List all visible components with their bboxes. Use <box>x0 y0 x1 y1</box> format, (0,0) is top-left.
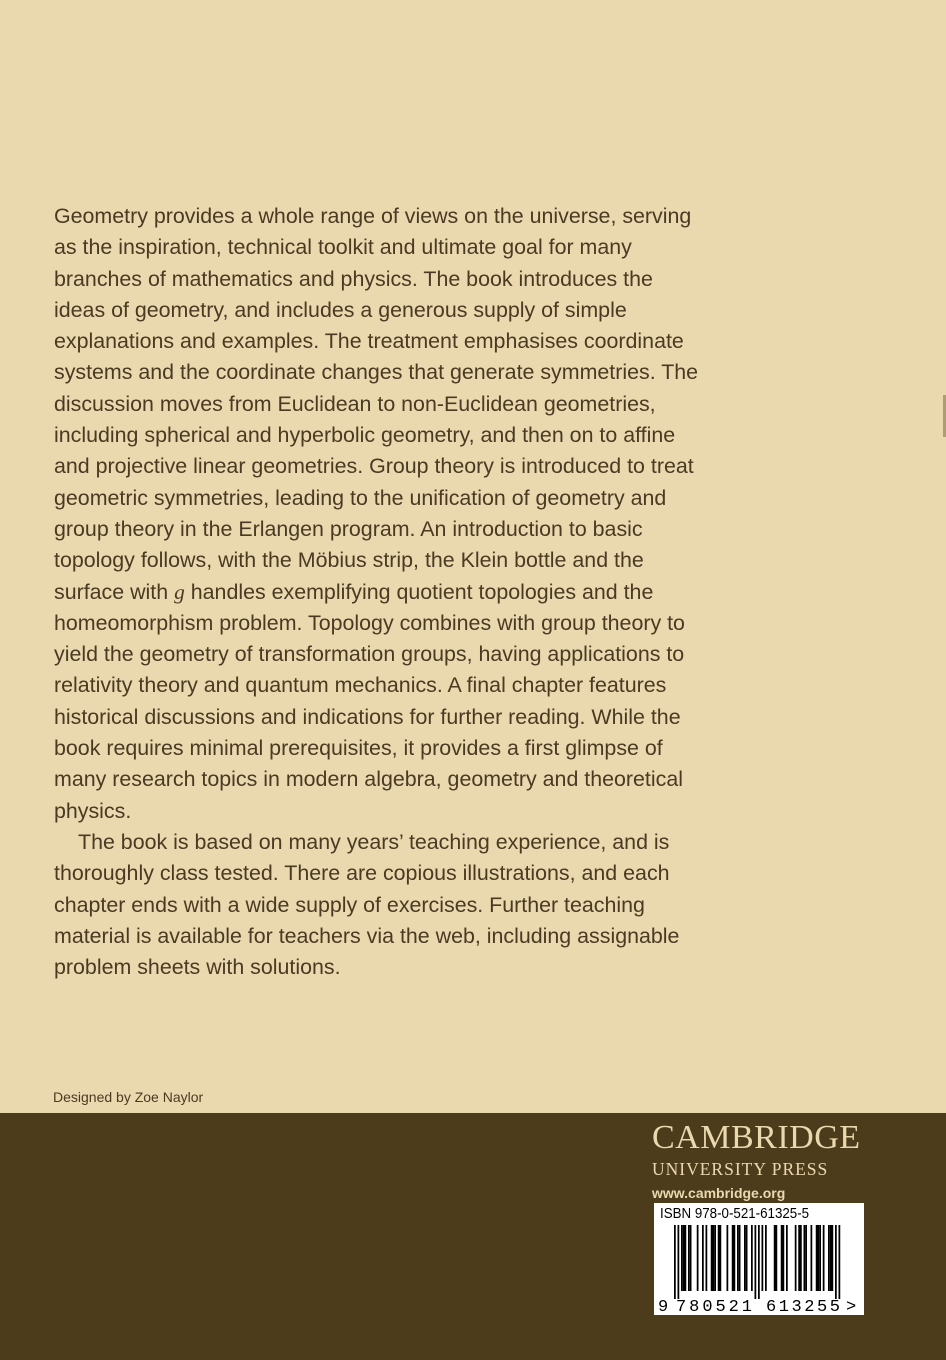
barcode-bar <box>727 1225 729 1291</box>
barcode-bar <box>800 1225 802 1291</box>
barcode-digits-left: 780521 <box>676 1298 752 1315</box>
barcode-guard-bar <box>758 1225 760 1299</box>
barcode-bar <box>762 1225 764 1291</box>
barcode-bar <box>690 1225 692 1291</box>
barcode-bar <box>819 1225 821 1291</box>
barcode-guard-bar <box>755 1225 757 1299</box>
barcode-bar <box>811 1225 813 1291</box>
barcode-bar <box>718 1225 720 1291</box>
blurb-paragraph-1-end: handles exemplifying quotient topologies and the homeomorphism problem. Topology combines with group theory to yield the geometry of transformation groups, having applications to relativity theory and quantum mechanics. A final chapter features historical discussions and indications for further reading. While the book requires minimal prerequisites, it provides a first glimpse of many research topics in modern algebra, geometry and theoretical physics. <box>54 579 685 823</box>
barcode-first-digit: 9 <box>658 1298 669 1315</box>
publisher-logo <box>652 1118 864 1201</box>
isbn-label: ISBN 978-0-521-61325-5 <box>660 1206 810 1222</box>
barcode-bar <box>681 1225 683 1291</box>
barcode-bar <box>685 1225 687 1291</box>
barcode-bar <box>805 1225 807 1291</box>
barcode-guard-bar <box>678 1225 680 1299</box>
barcode-bar <box>688 1225 690 1291</box>
barcode-bar <box>713 1225 715 1291</box>
barcode-bar <box>720 1225 722 1291</box>
barcode-bar <box>734 1225 736 1291</box>
barcode-bar <box>765 1225 767 1291</box>
barcode-guard-bar <box>674 1225 676 1299</box>
barcode-bar <box>798 1225 800 1291</box>
barcode-bar <box>774 1225 776 1291</box>
publisher-name: CAMBRIDGE <box>652 1119 861 1156</box>
barcode-bar <box>783 1225 785 1291</box>
barcode-bar <box>739 1225 741 1291</box>
blurb-paragraph-1 <box>54 201 702 827</box>
barcode-bar <box>776 1225 778 1291</box>
barcode-guard-bar <box>835 1225 837 1299</box>
barcode-bar <box>702 1225 704 1291</box>
barcode-bar <box>744 1225 746 1291</box>
blurb-variable-g: g <box>174 579 185 604</box>
barcode-bar <box>683 1225 685 1291</box>
barcode-bar <box>816 1225 818 1291</box>
barcode-guard-bar <box>839 1225 841 1299</box>
barcode-bar <box>786 1225 788 1291</box>
isbn-barcode <box>654 1203 864 1315</box>
publisher-url: www.cambridge.org <box>652 1185 786 1201</box>
barcode-bar <box>781 1225 783 1291</box>
blurb-paragraph-2: The book is based on many years’ teaching experience, and is thoroughly class tested. There are copious illustrations, and each chapter ends with a wide supply of exercises. Further teaching material is available for teachers via the web, including assignable problem sheets with solutions. <box>54 829 680 980</box>
barcode-bar <box>697 1225 699 1291</box>
barcode-bar <box>737 1225 739 1291</box>
barcode-digits-right: 613255 <box>766 1298 840 1315</box>
back-cover-blurb <box>54 201 702 983</box>
barcode-bar <box>830 1225 832 1291</box>
barcode-bar <box>746 1225 748 1291</box>
barcode-bar <box>751 1225 753 1291</box>
barcode-bar <box>706 1225 708 1291</box>
barcode-bar <box>795 1225 797 1291</box>
blurb-paragraph-1-start: Geometry provides a whole range of views on the universe, serving as the inspiration, technical toolkit and ultimate goal for many branches of mathematics and physics. The book introduces the ideas of geometry, and includes a generous supply of simple explanations and examples. The treatment emphasises coordinate systems and the coordinate changes that generate symmetries. The discussion moves from Euclidean to non-Euclidean geometries, including spherical and hyperbolic geometry, and then on to affine and projective linear geometries. Group theory is introduced to treat geometric symmetries, leading to the unification of geometry and group theory in the Erlangen program. An introduction to basic topology follows, with the Möbius strip, the Klein bottle and the surface with <box>54 204 699 604</box>
barcode-arrow: > <box>846 1298 857 1315</box>
designer-credit: Designed by Zoe Naylor <box>53 1089 204 1105</box>
barcode-bar <box>823 1225 825 1291</box>
barcode-bar <box>732 1225 734 1291</box>
barcode-bar <box>832 1225 834 1291</box>
barcode-bar <box>828 1225 830 1291</box>
barcode-bar <box>714 1225 716 1291</box>
publisher-press: UNIVERSITY PRESS <box>652 1159 829 1179</box>
barcode-bar <box>818 1225 820 1291</box>
barcode-graphic <box>654 1203 864 1315</box>
barcode-bar <box>804 1225 806 1291</box>
barcode-bar <box>711 1225 713 1291</box>
